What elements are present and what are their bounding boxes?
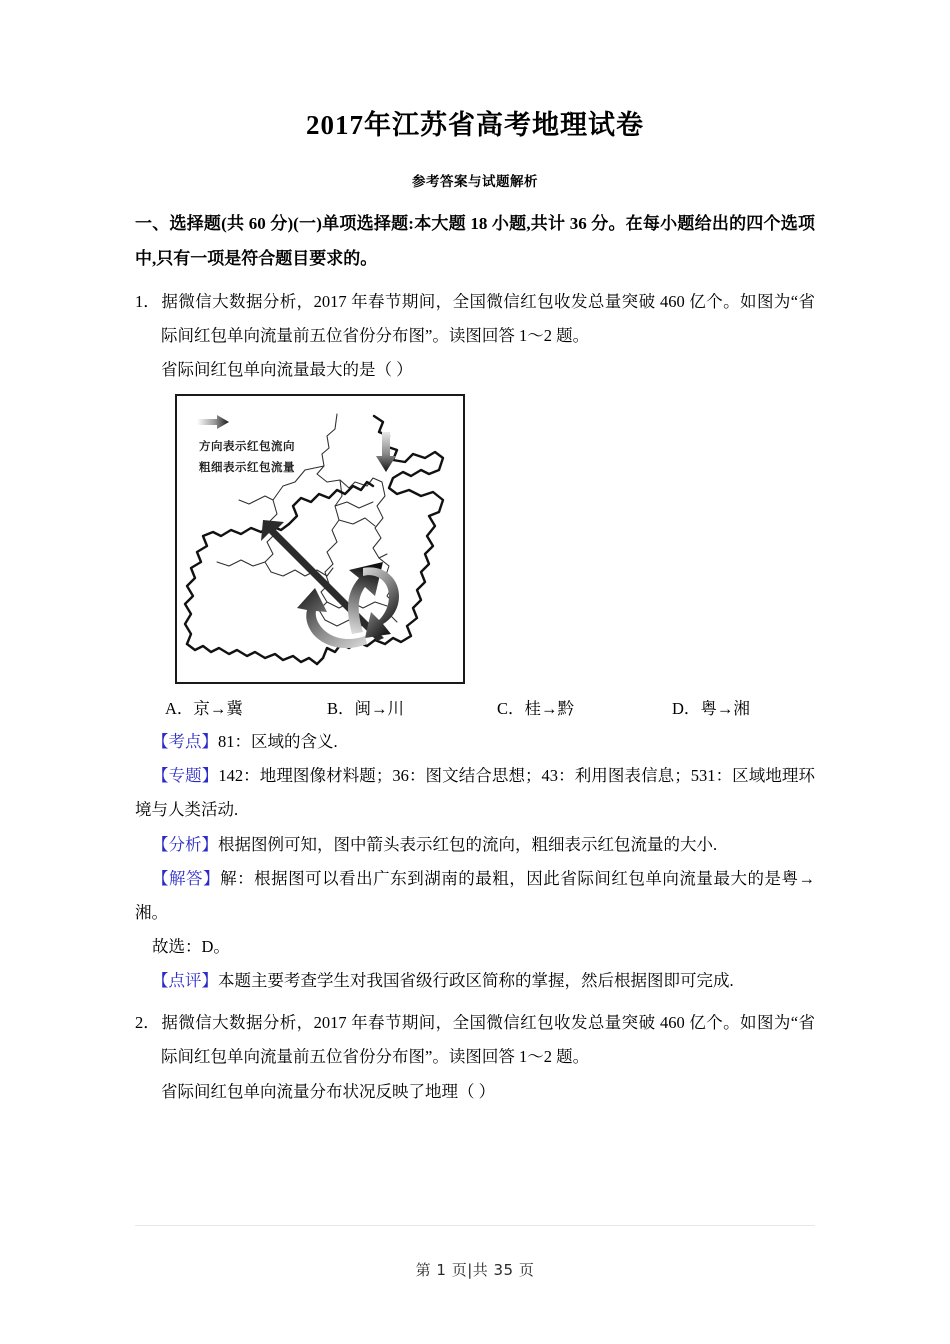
option-a-key: A． [165,699,194,719]
analysis-kaodian-tag: 【考点】 [152,732,218,752]
legend-arrow-icon [197,415,229,429]
footer-divider [135,1225,815,1226]
analysis-dianping-body: 本题主要考查学生对我国省级行政区简称的掌握，然后根据图即可完成. [218,971,734,991]
analysis-fenxi-body: 根据图例可知，图中箭头表示红包的流向，粗细表示红包流量的大小. [218,834,718,854]
analysis-zhuanti [135,759,815,827]
analysis-fenxi [135,828,815,862]
option-d-key: D． [672,699,701,719]
option-b-text: 闽→川 [354,699,405,719]
analysis-fenxi-tag: 【分析】 [152,834,218,854]
analysis-zhuanti-tag: 【专题】 [152,766,219,786]
analysis-jieda-body: 解：根据图可以看出广东到湖南的最粗，因此省际间红包单向流量最大的是粤→湘。 [135,868,816,922]
question-1-stem [135,285,815,353]
page-number: 第 1 页|共 35 页 [415,1261,535,1279]
question-1-figure [135,387,815,690]
option-c-key: C． [497,699,525,719]
option-d [672,692,750,725]
answer-conclusion: 故选：D。 [152,937,230,957]
map-legend-line-1: 方向表示红包流向 [199,439,295,454]
section-heading: 一、选择题(共 60 分)(一)单项选择题:本大题 18 小题,共计 36 分。在每小题给出的四个选项中,只有一项是符合题目要求的。 [135,214,815,268]
option-c [497,692,672,725]
analysis-zhuanti-body: 142：地理图像材料题；36：图文结合思想；43：利用图表信息；531：区域地理环境与人类活动. [135,766,816,820]
analysis-jieda-tag: 【解答】 [152,868,221,888]
question-2-number: 2． [135,1013,160,1033]
question-1-sub: 省际间红包单向流量最大的是（ ） [161,360,413,380]
analysis-kaodian [135,725,815,759]
question-2-stem [135,1006,815,1074]
page-subtitle: 参考答案与试题解析 [412,174,538,191]
page-footer [0,1259,950,1280]
question-1-number: 1． [135,291,160,311]
option-d-text: 粤→湘 [700,699,750,719]
option-b-key: B． [327,699,355,719]
flow-arrow-north [376,432,396,472]
question-1-stem-text: 据微信大数据分析，2017 年春节期间，全国微信红包收发总量突破 460 亿个。如图为“省际间红包单向流量前五位省份分布图”。读图回答 1～2 题。 [161,291,815,345]
option-b [327,692,497,725]
question-1-options [135,690,815,725]
analysis-dianping [135,964,815,998]
map-figure-box [175,394,465,684]
option-a-text: 京→冀 [193,699,243,719]
map-legend-line-2: 粗细表示红包流量 [199,460,295,475]
analysis-jieda [135,862,815,930]
question-2-sub: 省际间红包单向流量分布状况反映了地理（ ） [161,1081,496,1101]
question-1 [135,277,815,999]
option-a [165,692,327,725]
question-2-stem-text: 据微信大数据分析，2017 年春节期间，全国微信红包收发总量突破 460 亿个。如图为“省际间红包单向流量前五位省份分布图”。读图回答 1～2 题。 [161,1013,815,1067]
option-c-text: 桂→黔 [524,699,575,719]
page-title: 2017年江苏省高考地理试卷 [306,110,644,140]
analysis-dianping-tag: 【点评】 [152,971,218,991]
analysis-kaodian-body: 81：区域的含义. [218,732,338,752]
question-2 [135,998,815,1108]
